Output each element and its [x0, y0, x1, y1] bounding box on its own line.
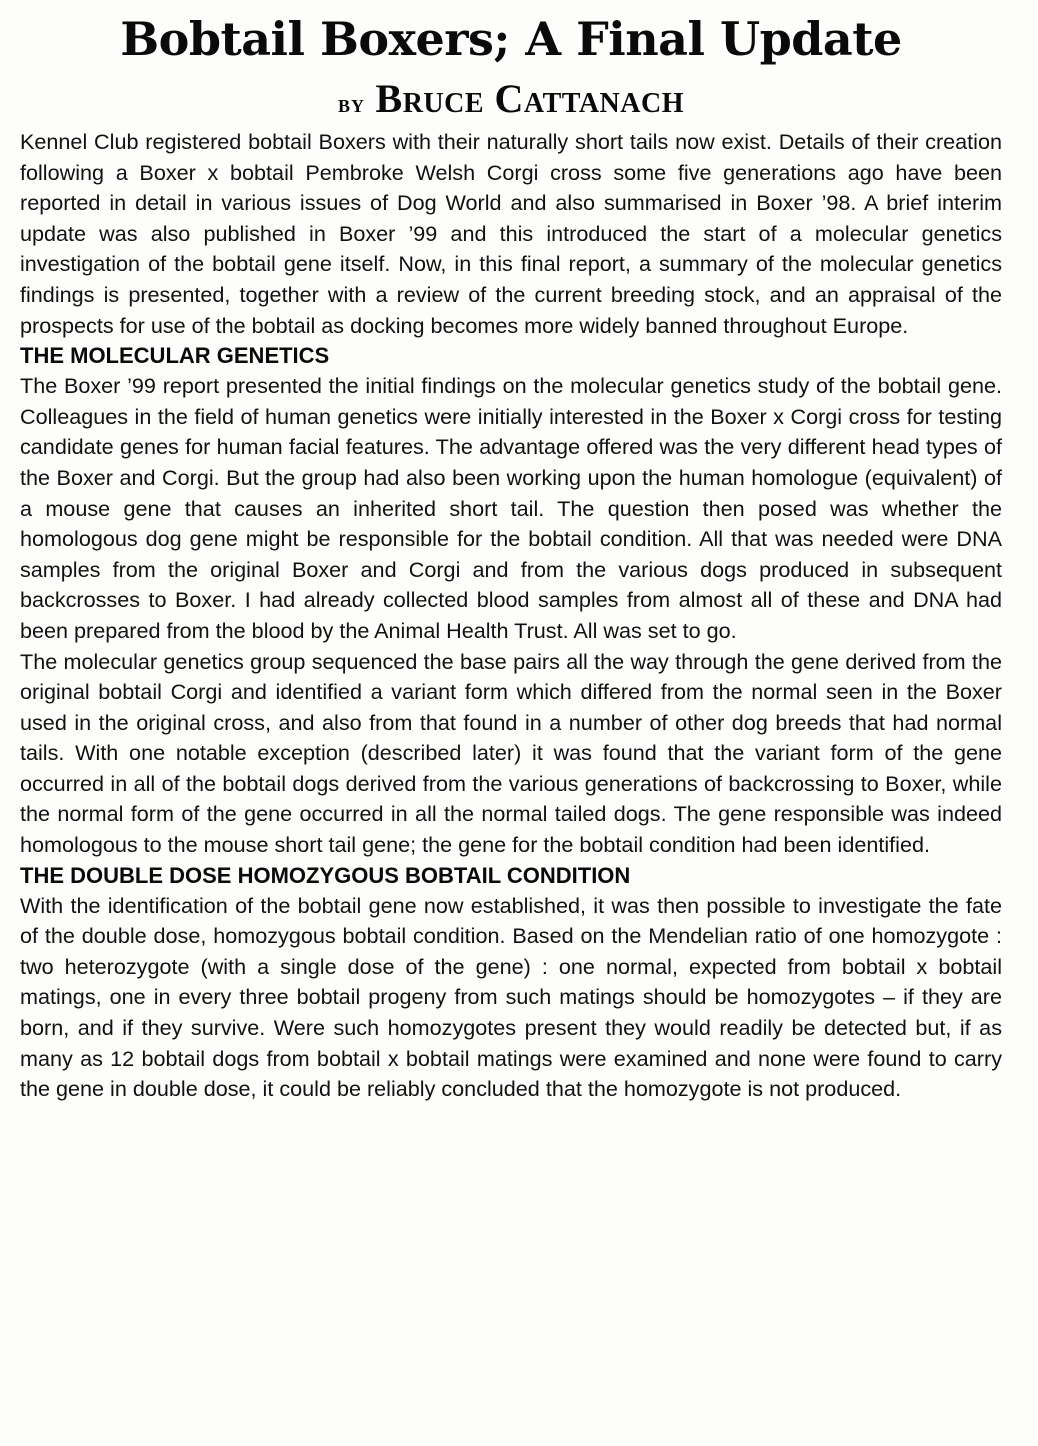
intro-paragraph: Kennel Club registered bobtail Boxers with their naturally short tails now exist. Details of their creation following a Boxer x bobtail Pembroke Welsh Corgi cross some five generations ago have been reported in detail in various issues of Dog World and also summarised in Boxer ’98. A brief interim update was also published in Boxer ’99 and this introduced the start of a molecular genetics investigation of the bobtail gene itself. Now, in this final report, a summary of the molecular genetics findings is presented, together with a review of the current breeding stock, and an appraisal of the prospects for use of the bobtail as docking becomes more widely banned throughout Europe.	[20, 129, 1002, 338]
molecular-paragraph-1: The Boxer ’99 report presented the initial findings on the molecular genetics study of the bobtail gene. Colleagues in the field of human genetics were initially interested in the Boxer x Corgi cross for testing candidate genes for human facial features. The advantage offered was the very different head types of the Boxer and Corgi. But the group had also been working upon the human homologue (equivalent) of a mouse gene that causes an inherited short tail. The question then posed was whether the homologous dog gene might be responsible for the bobtail condition. All that was needed were DNA samples from the original Boxer and Corgi and from the various dogs produced in subsequent backcrosses to Boxer. I had already collected blood samples from almost all of these and DNA had been prepared from the blood by the Animal Health Trust. All was set to go.	[20, 373, 1002, 643]
byline	[20, 76, 1002, 127]
molecular-paragraph-2: The molecular genetics group sequenced the base pairs all the way through the gene derived from the original bobtail Corgi and identified a variant form which differed from the normal seen in the Boxer used in the original cross, and also from that found in a number of other dog breeds that had normal tails. With one notable exception (described later) it was found that the variant form of the gene occurred in all of the bobtail dogs derived from the various generations of backcrossing to Boxer, while the normal form of the gene occurred in all the normal tailed dogs. The gene responsible was indeed homologous to the mouse short tail gene; the gene for the bobtail condition had been identified.	[20, 648, 1002, 858]
author-name: Bruce Cattanach	[375, 76, 684, 121]
article-title: Bobtail Boxers; A Final Update	[120, 12, 902, 66]
heading-double-dose: THE DOUBLE DOSE HOMOZYGOUS BOBTAIL CONDITION	[20, 862, 631, 888]
heading-molecular-genetics: THE MOLECULAR GENETICS	[20, 343, 330, 369]
double-dose-paragraph: With the identification of the bobtail gene now established, it was then possible to investigate the fate of the double dose, homozygous bobtail condition. Based on the Mendelian ratio of one homozygote : two heterozygote (with a single dose of the gene) : one normal, expected from bobtail x bobtail matings, one in every three bobtail progeny from such matings should be homozygotes – if they are born, and if they survive. Were such homozygotes present they would readily be detected but, if as many as 12 bobtail dogs from bobtail x bobtail matings were examined and none were found to carry the gene in double dose, it could be reliably concluded that the homozygote is not produced.	[20, 892, 1002, 1102]
article	[20, 0, 1002, 1105]
byline-prefix: by	[338, 89, 366, 118]
